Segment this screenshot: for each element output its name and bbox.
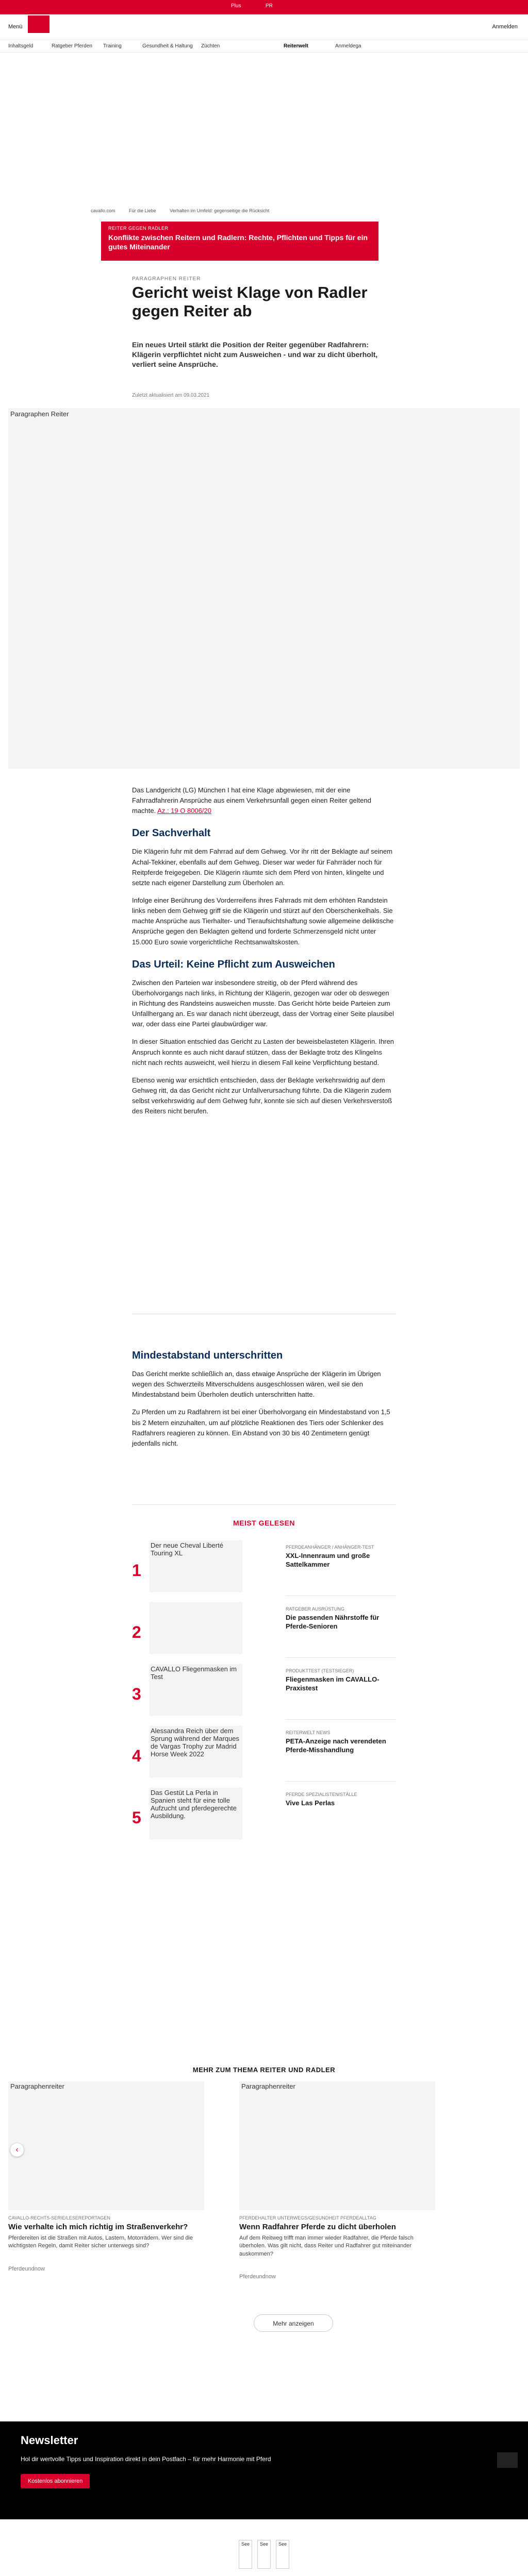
site-header <box>0 14 528 40</box>
thumbnail[interactable] <box>150 1602 242 1654</box>
item-headline[interactable]: Fliegenmasken im CAVALLO-Praxistest <box>286 1675 380 1692</box>
list-item[interactable] <box>132 1540 396 1598</box>
nav-item-active[interactable]: Reiterwelt <box>284 43 308 49</box>
card-description: Pferdereiten ist die Straßen mit Autos, Lastern, Motorrädern. Wer sind die wichtigsten Regeln, damit Reiter sicher unterwegs sind? <box>8 2235 193 2249</box>
login-button[interactable]: Anmelden <box>492 24 518 30</box>
menu-button[interactable]: Menü <box>8 24 23 30</box>
topic-title[interactable]: Konflikte zwischen Reitern und Radlern: Rechte, Pflichten und Tipps für ein gutes Miteinander <box>108 233 368 251</box>
breadcrumb-item[interactable]: Für die Liebe <box>129 208 156 213</box>
topic-kicker: REITER GEGEN RADLER <box>108 226 169 231</box>
nav-item[interactable]: Gesundheit & Haltung <box>142 43 193 49</box>
card-kicker: CAVALLO-RECHTS-SERIE/LESEREPORTAGEN <box>8 2215 110 2221</box>
card-image-alt: Paragraphenreiter <box>241 2082 295 2090</box>
article-body-2 <box>132 1350 396 1449</box>
paragraph-text: Das Landgericht (LG) München I hat eine Klage abgewiesen, mit der eine Fahrradfahrerin Ansprüche aus einem Verkehrsunfall gegen einen Reiter geltend machte. <box>132 786 371 815</box>
topic-teaser[interactable] <box>101 222 378 261</box>
section-heading: Mindestabstand unterschritten <box>132 1350 283 1361</box>
list-item[interactable] <box>132 1602 396 1660</box>
list-item[interactable] <box>132 1664 396 1722</box>
item-headline[interactable]: Vive Las Perlas <box>286 1799 335 1807</box>
plus-link[interactable]: Plus <box>231 3 241 9</box>
article-headline: Gericht weist Klage von Radler gegen Reiter ab <box>132 283 368 320</box>
teaser-card[interactable] <box>8 2215 194 2272</box>
card-image-alt: Paragraphenreiter <box>10 2082 64 2090</box>
nav-item[interactable]: Anmeldega <box>335 43 361 49</box>
card-publisher: Pferdeundnow <box>8 2265 45 2272</box>
item-kicker: PFERDEANHÄNGER / ANHÄNGER-TEST <box>286 1545 374 1550</box>
paragraph: Das Gericht merkte schließlich an, dass etwaige Ansprüche der Klägerin im Übrigen wegen des Schwerzteils Mitverschuldens ausgeschlossen wären, weil sie den Mindestabstand beim Überholen deutlich unterschritten hatte. <box>132 1370 381 1399</box>
more-topic-title: MEHR ZUM THEMA REITER UND RADLER <box>192 2066 336 2074</box>
thumbnail[interactable]: Das Gestüt La Perla in Spanien steht für eine tolle Aufzucht und pferdegerechte Ausbildung. <box>150 1788 242 1839</box>
paragraph: Ebenso wenig war ersichtlich entschieden, dass der Beklagte verkehrswidrig auf dem Gehweg ritt, da das Gericht nicht zur Unfallverursachung führte. Da die Klägerin zudem selbst verkehrswidrig auf dem Gehweg fuhr, konnte sie sich auf diesen Verkehrsverstoß des Reiters nicht berufen. <box>132 1076 392 1115</box>
main-nav <box>0 40 528 53</box>
article-body <box>132 785 396 1116</box>
card-image[interactable] <box>8 2081 204 2210</box>
pr-link[interactable]: PR <box>266 3 273 9</box>
most-read-title: MEIST GELESEN <box>233 1519 295 1527</box>
item-kicker: REITERWELT NEWS <box>286 1730 331 1735</box>
breadcrumb <box>91 208 282 213</box>
card-kicker: PFERDEHALTER UNTERWEGS/GESUNDHEIT PFERDEALLTAG <box>239 2215 376 2221</box>
rank-number: 4 <box>132 1747 141 1765</box>
breadcrumb-item[interactable]: cavallo.com <box>91 208 116 213</box>
card-headline[interactable]: Wie verhalte ich mich richtig im Straßenverkehr? <box>8 2223 188 2231</box>
rank-number: 5 <box>132 1808 141 1827</box>
paragraph: Zu Pferden um zu Radfahrern ist bei einer Überholvorgang ein Mindestabstand von 1,5 bis 2 Metern einzuhalten, um auf plötzliche Reaktionen des Tiers oder Schlenker des Radfahrers reagieren zu können. Ein Abstand von 30 bis 40 Zentimetern genügt jedenfalls nicht. <box>132 1408 390 1447</box>
list-item[interactable] <box>132 1788 396 1845</box>
card-headline[interactable]: Wenn Radfahrer Pferde zu dicht überholen <box>239 2223 396 2231</box>
divider <box>132 1504 396 1505</box>
case-link[interactable]: Az.: 19 O 8006/20 <box>157 807 211 815</box>
item-headline[interactable]: PETA-Anzeige nach verendeten Pferde-Misshandlung <box>286 1737 386 1754</box>
social-icon[interactable]: See <box>276 2540 289 2569</box>
paragraph: In dieser Situation entschied das Gericht zu Lasten der beweisbelasteten Klägerin. Ihren Anspruch konnte es auch nicht darauf stützen, dass der Beklagte trotz des Klingelns nicht nach rechts ausweicht, weil hierzu in diesem Fall keine Verpflichtung bestand. <box>132 1038 394 1066</box>
list-item[interactable] <box>132 1726 396 1784</box>
item-kicker: PFERDE SPEZIALISTEN/STÄLLE <box>286 1792 357 1797</box>
nav-item[interactable]: Ratgeber Pferden <box>52 43 92 49</box>
divider <box>286 1719 396 1720</box>
rank-number: 3 <box>132 1685 141 1703</box>
thumbnail[interactable]: Der neue Cheval Liberté Touring XL <box>150 1540 242 1592</box>
card-image[interactable] <box>239 2081 435 2210</box>
top-bar <box>0 0 528 14</box>
newsletter-description: Hol dir wertvolle Tipps und Inspiration direkt in dein Postfach – für mehr Harmonie mit Pferd <box>21 2455 271 2463</box>
thumbnail[interactable]: CAVALLO Fliegenmasken im Test <box>150 1664 242 1716</box>
social-icon[interactable]: See <box>239 2540 252 2569</box>
section-heading: Der Sachverhalt <box>132 827 211 839</box>
social-icon[interactable]: See <box>257 2540 271 2569</box>
carousel-prev-button[interactable]: ‹ <box>10 2143 24 2157</box>
rank-number: 2 <box>132 1623 141 1641</box>
card-description: Auf dem Reitweg trifft man immer wieder Radfahrer, die Pferde falsch überholen. Was gilt nicht, dass Reiter und Radfahrer gut miteinander auskommen? <box>239 2235 414 2257</box>
item-headline[interactable]: XXL-Innenraum und große Sattelkammer <box>286 1552 370 1568</box>
show-more-button[interactable]: Mehr anzeigen <box>254 2314 333 2332</box>
article-date: Zuletzt aktualisiert am 09.03.2021 <box>132 393 210 398</box>
newsletter-section <box>0 2421 528 2519</box>
nav-item[interactable]: Züchten <box>201 43 220 49</box>
subscribe-button[interactable]: Kostenlos abonnieren <box>21 2474 90 2488</box>
paragraph: Die Klägerin fuhr mit dem Fahrrad auf dem Gehweg. Vor ihr ritt der Beklagte auf seinem Achal-Tekkiner, ebenfalls auf dem Gehweg. Dieser war weder für Fahrräder noch für Reitpferde freigegeben. Die Klägerin räumte sich dem Pferd von hinten, klingelte und setzte nach eigener Darstellung zum Überholen an. <box>132 848 393 887</box>
nav-item[interactable]: Training <box>103 43 122 49</box>
paragraph <box>132 785 396 816</box>
hero-image <box>8 408 520 769</box>
breadcrumb-item[interactable]: Verhalten im Umfeld: gegenseitige die Rücksicht <box>170 208 270 213</box>
divider <box>286 1657 396 1658</box>
divider <box>286 1781 396 1782</box>
rank-number: 1 <box>132 1561 141 1580</box>
teaser-card[interactable] <box>239 2215 425 2280</box>
item-headline[interactable]: Die passenden Nährstoffe für Pferde-Senioren <box>286 1614 380 1630</box>
paragraph: Zwischen den Parteien war insbesondere streitig, ob der Pferd während des Überholvorgangs nach links, in Richtung der Klägerin, gezogen war oder ob deswegen in Richtung des Randsteins ausweichen musste. Das Gericht hörte beide Parteien zum Unfallhergang an. Es war danach nicht überzeugt, dass der Vortrag einer Seite plausibel war, oder dass eine Partei glaubwürdiger war. <box>132 978 394 1028</box>
item-kicker: RATGEBER AUSRÜSTUNG <box>286 1606 344 1612</box>
article-lead: Ein neues Urteil stärkt die Position der Reiter gegenüber Radfahrern: Klägerin verpflichtet nicht zum Ausweichen - und war zu dicht überholt, verliert seine Ansprüche. <box>132 341 378 368</box>
paragraph: Infolge einer Berührung des Vorderreifens ihres Fahrrads mit dem erhöhten Randstein links neben dem Gehweg griff sie die Klägerin und stürzt auf den Oberschenkelhals. Sie machte Ansprüche aus Tierhalter- und Tieraufsichtshaftung sowie allgemeine deliktische Ansprüche gegen den Beklagten geltend und forderte Schmerzensgeld nicht unter 15.000 Euro sowie vorgerichtliche Rechtsanwaltskosten. <box>132 896 394 946</box>
nav-item[interactable]: Inhaltsgeld <box>8 43 34 49</box>
site-logo[interactable] <box>28 15 50 33</box>
thumbnail[interactable]: Alessandra Reich über dem Sprung während der Marques de Vargas Trophy zur Madrid Horse Week 2022 <box>150 1726 242 1777</box>
newsletter-image <box>497 2452 518 2468</box>
newsletter-title: Newsletter <box>21 2434 78 2447</box>
article-kicker: PARAGRAPHEN REITER <box>132 276 201 282</box>
item-kicker: PRODUKTTEST (TESTSIEGER) <box>286 1668 354 1673</box>
card-publisher: Pferdeundnow <box>239 2274 276 2280</box>
section-heading: Das Urteil: Keine Pflicht zum Ausweichen <box>132 958 335 970</box>
hero-image-alt: Paragraphen Reiter <box>10 410 69 418</box>
